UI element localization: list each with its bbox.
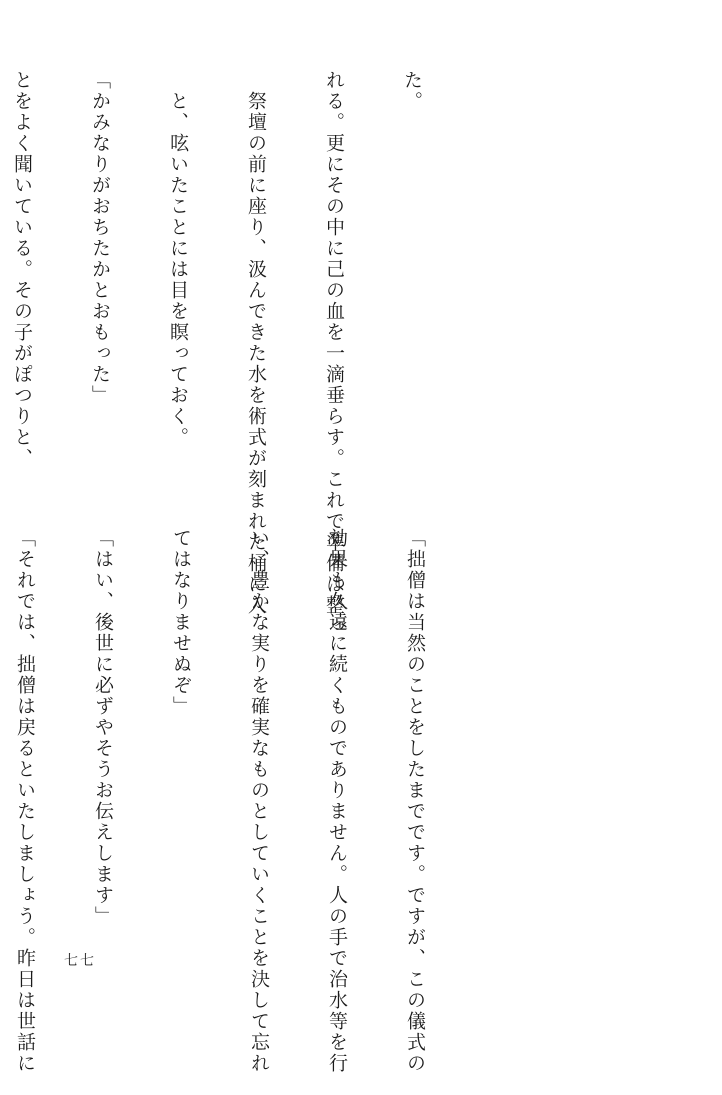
page-number: 七七 — [64, 953, 96, 969]
text-line: とをよく聞いている。その子がぽつりと、 — [11, 70, 33, 469]
text-line: 「それでは、拙僧は戻るといたしましょう。昨日は世話に — [14, 528, 36, 1074]
text-line: れる。更にその中に己の血を一滴垂らす。これで準備は整っ — [323, 70, 345, 637]
text-line: 効果も久遠に続くものでありません。人の手で治水等を行 — [326, 528, 348, 1074]
text-line: と、呟いたことには目を瞑っておく。 — [167, 70, 189, 448]
text-line: 祭壇の前に座り、汲んできた水を術式が刻まれた桶に入 — [245, 70, 267, 616]
text-line: 「拙僧は当然のことをしたまでです。ですが、この儀式の — [404, 528, 426, 1074]
text-line: た。 — [401, 70, 423, 112]
text-line: 「はい、後世に必ずやそうお伝えします」 — [92, 528, 114, 927]
text-line: てはなりませぬぞ」 — [170, 528, 192, 717]
text-line: い、豊かな実りを確実なものとしていくことを決して忘れ — [248, 528, 270, 1074]
text-line: 「かみなりがおちたかとおもった」 — [89, 70, 111, 406]
